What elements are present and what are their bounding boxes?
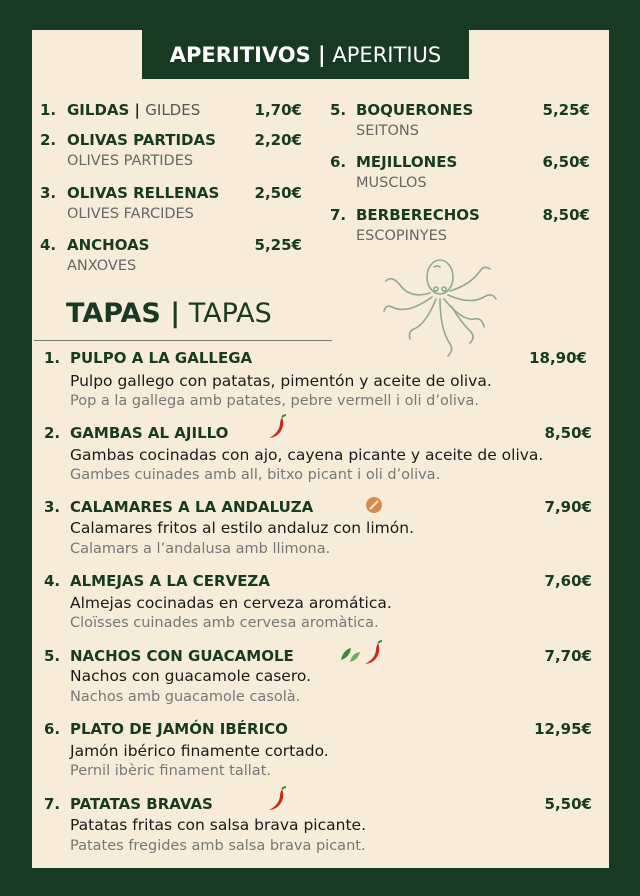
tapa-desc-es: Pulpo gallego con patatas, pimentón y aceite de oliva. (70, 372, 492, 390)
tapa-name: ALMEJAS A LA CERVEZA (70, 572, 270, 590)
aperitivo-sub: ANXOVES (67, 258, 137, 274)
aperitivo-price: 2,20€ (254, 131, 302, 149)
aperitivos-title-ca: APERITIUS (332, 42, 442, 67)
aperitivo-num: 3. (40, 184, 57, 202)
tapa-desc-es: Almejas cocinadas en cerveza aromática. (70, 594, 392, 612)
tapa-name: PLATO DE JAMÓN IBÉRICO (70, 720, 288, 738)
tapa-price: 7,90€ (544, 498, 592, 516)
aperitivo-num: 5. (330, 101, 347, 119)
tapa-num: 5. (44, 647, 61, 665)
tapa-num: 3. (44, 498, 61, 516)
tapa-name: PATATAS BRAVAS (70, 795, 213, 813)
tapa-price: 7,70€ (544, 647, 592, 665)
tapa-desc-es: Gambas cocinadas con ajo, cayena picante y aceite de oliva. (70, 446, 544, 464)
aperitivo-name: ANCHOAS (67, 236, 150, 254)
aperitivo-price: 8,50€ (542, 206, 590, 224)
aperitivo-sub: SEITONS (356, 123, 419, 139)
tapa-desc-es: Jamón ibérico finamente cortado. (70, 742, 329, 760)
tapas-divider (34, 340, 332, 341)
aperitivo-sub: OLIVES PARTIDES (67, 153, 194, 169)
tapa-num: 2. (44, 424, 61, 442)
aperitivo-price: 6,50€ (542, 153, 590, 171)
tapa-num: 7. (44, 795, 61, 813)
tapas-heading: TAPAS | TAPAS (66, 298, 272, 329)
chili-pepper-icon (267, 786, 287, 812)
tapa-desc-es: Calamares fritos al estilo andaluz con limón. (70, 519, 414, 537)
aperitivos-banner (142, 30, 469, 79)
tapa-price: 18,90€ (529, 349, 587, 367)
aperitivo-sub: ESCOPINYES (356, 228, 447, 244)
aperitivo-price: 5,25€ (254, 236, 302, 254)
aperitivo-name: OLIVAS PARTIDAS (67, 131, 216, 149)
aperitivo-name: GILDAS | GILDES (67, 101, 201, 119)
tapa-num: 1. (44, 349, 61, 367)
tapa-desc-ca: Cloïsses cuinades amb cervesa aromàtica. (70, 615, 379, 631)
aperitivo-price: 5,25€ (542, 101, 590, 119)
chili-pepper-icon (363, 640, 383, 666)
aperitivo-price: 1,70€ (254, 101, 302, 119)
tapa-desc-ca: Pernil ibèric finament tallat. (70, 763, 271, 779)
tapa-desc-ca: Nachos amb guacamole casolà. (70, 689, 301, 705)
chili-pepper-icon (267, 414, 287, 440)
tapa-desc-ca: Patates fregides amb salsa brava picant. (70, 838, 366, 854)
aperitivo-num: 4. (40, 236, 57, 254)
tapa-name: NACHOS CON GUACAMOLE (70, 647, 294, 665)
aperitivo-name: BERBERECHOS (356, 206, 480, 224)
tapa-desc-es: Patatas fritas con salsa brava picante. (70, 816, 366, 834)
tapa-price: 12,95€ (534, 720, 592, 738)
aperitivo-name: BOQUERONES (356, 101, 474, 119)
aperitivo-sub: MUSCLOS (356, 175, 427, 191)
aperitivo-num: 6. (330, 153, 347, 171)
aperitivo-name: MEJILLONES (356, 153, 458, 171)
gluten-free-icon (365, 496, 383, 514)
tapa-desc-es: Nachos con guacamole casero. (70, 667, 312, 685)
tapa-desc-ca: Gambes cuinades amb all, bitxo picant i oli d’oliva. (70, 467, 441, 483)
aperitivo-num: 7. (330, 206, 347, 224)
tapa-price: 7,60€ (544, 572, 592, 590)
tapa-desc-ca: Calamars a l’andalusa amb llimona. (70, 541, 331, 557)
aperitivo-sub: OLIVES FARCIDES (67, 206, 194, 222)
octopus-illustration-icon (380, 255, 505, 370)
tapa-price: 5,50€ (544, 795, 592, 813)
tapa-name: PULPO A LA GALLEGA (70, 349, 253, 367)
tapa-desc-ca: Pop a la gallega amb patates, pebre vermell i oli d’oliva. (70, 393, 479, 409)
aperitivo-num: 1. (40, 101, 57, 119)
tapa-num: 6. (44, 720, 61, 738)
aperitivos-title-es: APERITIVOS | (169, 42, 326, 67)
vegan-leaf-icon (339, 646, 361, 664)
aperitivo-name: OLIVAS RELLENAS (67, 184, 220, 202)
tapa-price: 8,50€ (544, 424, 592, 442)
aperitivo-price: 2,50€ (254, 184, 302, 202)
tapa-num: 4. (44, 572, 61, 590)
tapa-name: GAMBAS AL AJILLO (70, 424, 229, 442)
tapa-name: CALAMARES A LA ANDALUZA (70, 498, 314, 516)
aperitivo-num: 2. (40, 131, 57, 149)
